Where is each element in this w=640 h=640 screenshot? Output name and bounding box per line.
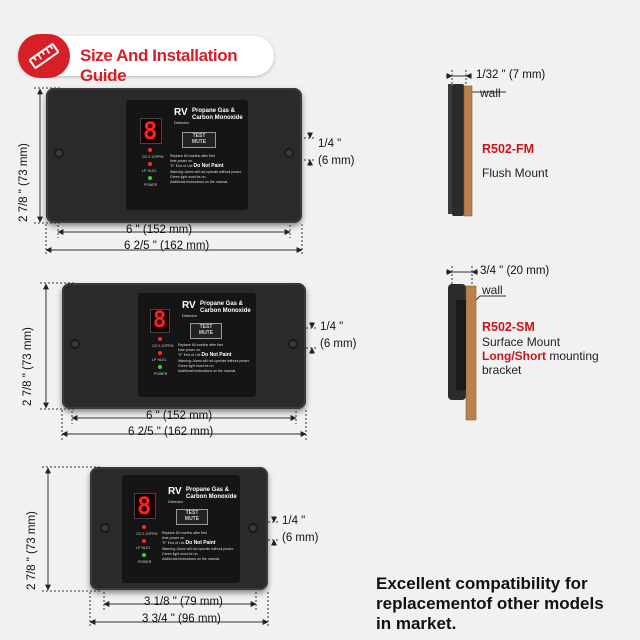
power-led (142, 553, 146, 557)
brand-sub: Detector (182, 313, 198, 318)
depth-dim-label: 1/4 " (320, 321, 344, 333)
lp-led-label: LP %LEL (142, 169, 157, 173)
co-led-label: CO 0.1GPPM (142, 155, 164, 159)
front-plate (138, 293, 256, 397)
compatibility-note: Excellent compatibility for replacementof other models in market. (376, 574, 604, 633)
product-name: Propane Gas & Carbon Monoxide (200, 301, 251, 314)
co-led (148, 148, 152, 152)
model-name-fm: R502-FM (482, 142, 535, 156)
power-led (148, 176, 152, 180)
depth-dim-label-mm: (6 mm) (318, 155, 355, 167)
power-led (158, 365, 162, 369)
brand-logo: RV (168, 486, 182, 497)
product-name: Propane Gas & Carbon Monoxide (186, 487, 237, 500)
front-plate (122, 475, 240, 583)
lp-led-label: LP %LEL (136, 546, 151, 550)
page-title: Size And Installation Guide (80, 46, 238, 85)
screw (100, 523, 110, 533)
mount-type-label: Flush Mount (482, 166, 549, 180)
outer-width-label: 6 2/5 " (162 mm) (128, 426, 214, 438)
ruler-icon (18, 34, 70, 78)
depth-dim-label: 1/4 " (282, 515, 306, 527)
brand-logo: RV (182, 300, 196, 311)
digit-display: 8 (140, 118, 162, 144)
depth-dim-label-mm: (6 mm) (320, 338, 357, 350)
inner-width-label: 6 " (152 mm) (126, 224, 193, 236)
co-led-label: CO 0.1GPPM (136, 532, 158, 536)
test-mute-button[interactable]: TEST MUTE (176, 509, 208, 525)
product-name: Propane Gas & Carbon Monoxide (192, 108, 243, 121)
lp-led (142, 539, 146, 543)
detector-large-1 (46, 88, 302, 223)
screw (284, 148, 294, 158)
power-led-label: POWER (144, 183, 158, 187)
digit-display: 8 (134, 493, 156, 519)
wall-label: wall (482, 283, 503, 297)
surface-thickness-label: 3/4 " (20 mm) (480, 265, 550, 277)
outer-width-label: 3 3/4 " (96 mm) (142, 613, 221, 625)
mount-type-label: Surface Mount (482, 335, 561, 349)
co-led (142, 525, 146, 529)
test-mute-button[interactable]: TEST MUTE (190, 323, 222, 339)
flush-thickness-label: 1/32 " (7 mm) (476, 69, 546, 81)
flush-mount-side-view (448, 84, 472, 216)
screw (288, 339, 298, 349)
outer-width-label: 6 2/5 " (162 mm) (124, 240, 210, 252)
co-led-label: CO 0.1GPPM (152, 344, 174, 348)
wall-label: wall (480, 86, 501, 100)
inner-width-label: 3 1/8 " (79 mm) (144, 596, 223, 608)
section-header (18, 36, 274, 85)
height-dim-label: 2 7/8 " (73 mm) (26, 511, 38, 590)
power-led-label: POWER (138, 560, 152, 564)
co-led (158, 337, 162, 341)
inner-width-label: 6 " (152 mm) (146, 410, 213, 422)
detector-compact (90, 467, 268, 590)
warning-text: Replace 60 months after first time power on. "E" End of Life Do Not Paint Warning: Alarm will not operate without power. Green light must be on. Additional instructions on the manual. (178, 343, 250, 373)
test-mute-button[interactable]: TEST MUTE (182, 132, 216, 148)
digit-display: 8 (150, 309, 170, 333)
brand-sub: Detector (168, 499, 184, 504)
power-led-label: POWER (154, 372, 168, 376)
brand-logo: RV (174, 107, 188, 118)
lp-led (158, 351, 162, 355)
bracket-desc: Long/Short mounting (482, 349, 599, 363)
warning-text: Replace 60 months after first time power on. "E" End of Life Do Not Paint Warning: Alarm will not operate without power. Green light must be on. Additional instructions on the manual. (162, 531, 234, 561)
lp-led (148, 162, 152, 166)
warning-text: Replace 60 months after first time power on. "E" End of Life Do Not Paint Warning: Alarm will not operate without power. Green light must be on. Additional instructions on the manual. (170, 154, 242, 184)
height-dim-label: 2 7/8 " (73 mm) (22, 327, 34, 406)
surface-mount-side-view (448, 284, 476, 420)
height-dim-label: 2 7/8 " (73 mm) (18, 143, 30, 222)
bracket-desc-line3: bracket (482, 363, 522, 377)
depth-dim-label: 1/4 " (318, 138, 342, 150)
screw (248, 523, 258, 533)
screw (70, 339, 80, 349)
depth-dim-label-mm: (6 mm) (282, 532, 319, 544)
detector-large-2 (62, 283, 306, 409)
screw (54, 148, 64, 158)
front-plate (126, 100, 248, 210)
model-name-sm: R502-SM (482, 320, 535, 334)
brand-sub: Detector (174, 120, 190, 125)
lp-led-label: LP %LEL (152, 358, 167, 362)
